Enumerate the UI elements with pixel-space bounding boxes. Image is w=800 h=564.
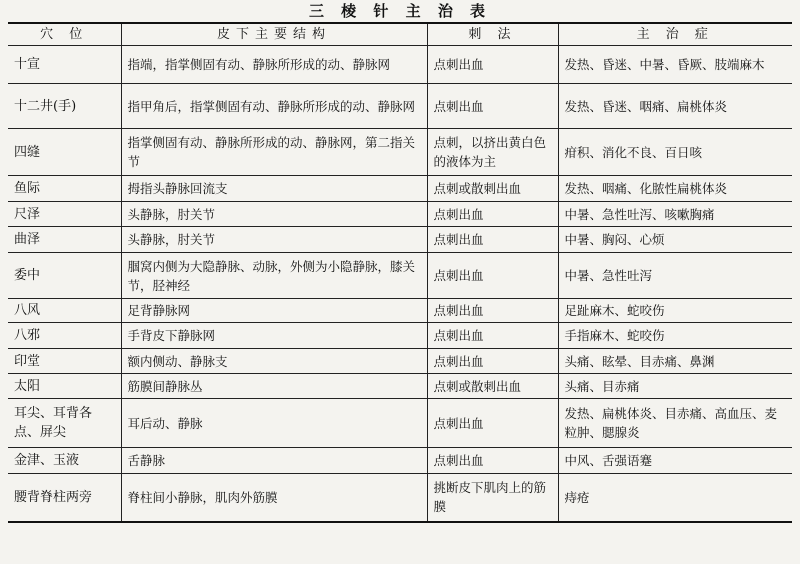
- cell-structure: 耳后动、静脉: [121, 399, 427, 448]
- cell-structure: 额内侧动、静脉支: [121, 349, 427, 374]
- cell-point: 八邪: [8, 323, 121, 349]
- cell-point: 腰背脊柱两旁: [8, 474, 121, 522]
- cell-indication: 发热、昏迷、中暑、昏厥、肢端麻木: [558, 46, 792, 84]
- cell-structure: 腘窝内侧为大隐静脉、动脉，外侧为小隐静脉，膝关节，胫神经: [121, 253, 427, 299]
- cell-structure: 指甲角后，指掌侧固有动、静脉所形成的动、静脉网: [121, 84, 427, 129]
- cell-structure: 舌静脉: [121, 448, 427, 474]
- cell-method: 点刺，以挤出黄白色的液体为主: [427, 129, 558, 176]
- cell-structure: 脊柱间小静脉，肌肉外筋膜: [121, 474, 427, 522]
- cell-point: 四缝: [8, 129, 121, 176]
- cell-method: 点刺出血: [427, 227, 558, 253]
- cell-point: 曲泽: [8, 227, 121, 253]
- cell-method: 点刺出血: [427, 253, 558, 299]
- cell-point: 太阳: [8, 374, 121, 399]
- cell-method: 点刺出血: [427, 202, 558, 227]
- cell-point: 鱼际: [8, 176, 121, 202]
- table-row: [8, 399, 792, 448]
- header-structure: 皮下主要结构: [121, 24, 427, 46]
- cell-indication: 头痛、目赤痛: [558, 374, 792, 399]
- cell-indication: 中暑、胸闷、心烦: [558, 227, 792, 253]
- cell-method: 点刺出血: [427, 299, 558, 323]
- cell-indication: 足趾麻木、蛇咬伤: [558, 299, 792, 323]
- table-row: [8, 84, 792, 129]
- cell-structure: 指掌侧固有动、静脉所形成的动、静脉网，第二指关节: [121, 129, 427, 176]
- table-row: [8, 227, 792, 253]
- table-row: [8, 46, 792, 84]
- cell-method: 点刺或散刺出血: [427, 374, 558, 399]
- cell-method: 点刺出血: [427, 46, 558, 84]
- cell-structure: 足背静脉网: [121, 299, 427, 323]
- cell-point: 八风: [8, 299, 121, 323]
- cell-structure: 头静脉，肘关节: [121, 202, 427, 227]
- cell-indication: 疳积、消化不良、百日咳: [558, 129, 792, 176]
- table-row: [8, 323, 792, 349]
- cell-method: 点刺出血: [427, 84, 558, 129]
- cell-point: 印堂: [8, 349, 121, 374]
- header-indication: 主 治 症: [558, 24, 792, 46]
- cell-method: 点刺出血: [427, 349, 558, 374]
- cell-indication: 发热、扁桃体炎、目赤痛、高血压、麦粒肿、腮腺炎: [558, 399, 792, 448]
- cell-indication: 手指麻木、蛇咬伤: [558, 323, 792, 349]
- table-row: [8, 253, 792, 299]
- cell-indication: 发热、昏迷、咽痛、扁桃体炎: [558, 84, 792, 129]
- cell-point: 十宣: [8, 46, 121, 84]
- cell-point: 委中: [8, 253, 121, 299]
- table-row: [8, 374, 792, 399]
- header-point: 穴 位: [8, 24, 121, 46]
- table-row: [8, 176, 792, 202]
- cell-point: 金津、玉液: [8, 448, 121, 474]
- cell-method: 挑断皮下肌肉上的筋膜: [427, 474, 558, 522]
- cell-structure: 拇指头静脉回流支: [121, 176, 427, 202]
- table-row: [8, 129, 792, 176]
- cell-method: 点刺出血: [427, 323, 558, 349]
- cell-indication: 头痛、眩晕、目赤痛、鼻渊: [558, 349, 792, 374]
- cell-structure: 手背皮下静脉网: [121, 323, 427, 349]
- cell-structure: 指端，指掌侧固有动、静脉所形成的动、静脉网: [121, 46, 427, 84]
- cell-indication: 中暑、急性吐泻、咳嗽胸痛: [558, 202, 792, 227]
- cell-method: 点刺出血: [427, 399, 558, 448]
- header-method: 刺 法: [427, 24, 558, 46]
- cell-point: 尺泽: [8, 202, 121, 227]
- cell-indication: 发热、咽痛、化脓性扁桃体炎: [558, 176, 792, 202]
- cell-indication: 中暑、急性吐泻: [558, 253, 792, 299]
- table-row: [8, 448, 792, 474]
- cell-method: 点刺或散刺出血: [427, 176, 558, 202]
- cell-indication: 中风、舌强语蹇: [558, 448, 792, 474]
- table-row: [8, 349, 792, 374]
- cell-point: 耳尖、耳背各点、屏尖: [8, 399, 121, 448]
- header-row: [8, 24, 792, 46]
- table-row: [8, 474, 792, 522]
- cell-structure: 头静脉，肘关节: [121, 227, 427, 253]
- table-title: 三 棱 针 主 治 表: [308, 2, 492, 20]
- table-row: [8, 202, 792, 227]
- cell-indication: 痔疮: [558, 474, 792, 522]
- cell-method: 点刺出血: [427, 448, 558, 474]
- cell-point: 十二井(手): [8, 84, 121, 129]
- cell-structure: 筋膜间静脉丛: [121, 374, 427, 399]
- indication-table: [8, 24, 792, 523]
- table-row: [8, 299, 792, 323]
